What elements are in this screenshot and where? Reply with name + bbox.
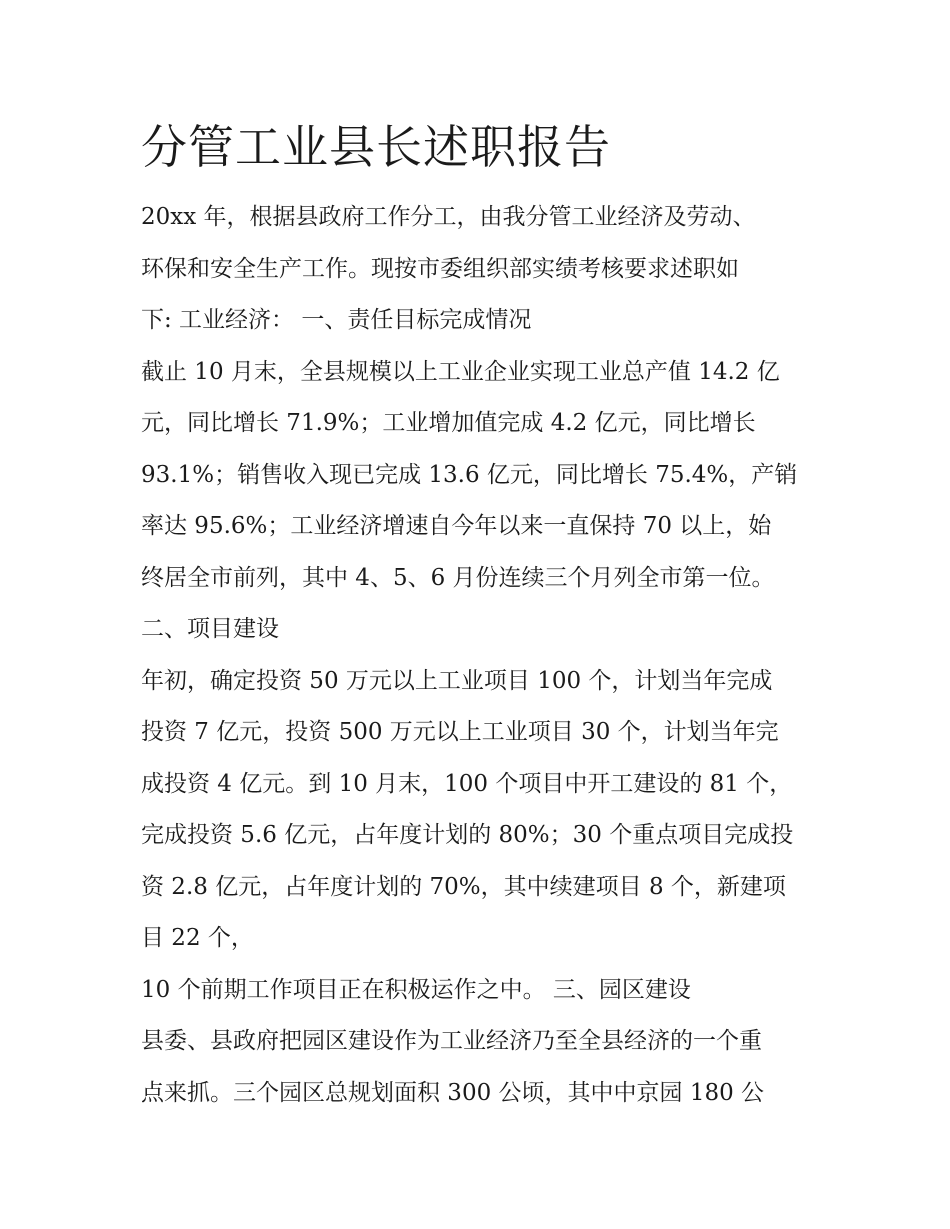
body-line: 点来抓。三个园区总规划面积 300 公顷，其中中京园 180 公 — [141, 1079, 765, 1106]
body-line: 93.1%；销售收入现已完成 13.6 亿元，同比增长 75.4%，产销 — [141, 461, 798, 488]
document-title: 分管工业县长述职报告 — [141, 120, 611, 174]
body-line: 投资 7 亿元，投资 500 万元以上工业项目 30 个，计划当年完 — [141, 719, 779, 745]
body-line: 20xx 年，根据县政府工作分工，由我分管工业经济及劳动、 — [141, 204, 756, 230]
body-line: 县委、县政府把园区建设作为工业经济乃至全县经济的一个重 — [141, 1028, 762, 1054]
body-line: 成投资 4 亿元。到 10 月末，100 个项目中开工建设的 81 个， — [141, 770, 793, 797]
document-body — [141, 192, 821, 1119]
body-line: 环保和安全生产工作。现按市委组织部实绩考核要求述职如 — [141, 255, 739, 282]
body-line: 资 2.8 亿元，占年度计划的 70%，其中续建项目 8 个，新建项 — [141, 873, 786, 900]
body-line: 截止 10 月末，全县规模以上工业企业实现工业总产值 14.2 亿 — [141, 358, 780, 385]
document-page — [141, 112, 821, 1119]
body-line: 下: 工业经济： 一、责任目标完成情况 — [141, 307, 532, 333]
body-line: 年初，确定投资 50 万元以上工业项目 100 个，计划当年完成 — [141, 667, 773, 694]
body-line: 终居全市前列，其中 4、5、6 月份连续三个月列全市第一位。 — [141, 564, 775, 591]
body-line: 率达 95.6%；工业经济增速自今年以来一直保持 70 以上，始 — [141, 513, 772, 539]
body-line: 完成投资 5.6 亿元，占年度计划的 80%；30 个重点项目完成投 — [141, 822, 794, 848]
body-line: 目 22 个， — [141, 925, 254, 951]
section-heading: 二、项目建设 — [141, 616, 279, 642]
body-line: 10 个前期工作项目正在积极运作之中。 三、园区建设 — [141, 976, 691, 1003]
body-line: 元，同比增长 71.9%；工业增加值完成 4.2 亿元，同比增长 — [141, 410, 756, 436]
